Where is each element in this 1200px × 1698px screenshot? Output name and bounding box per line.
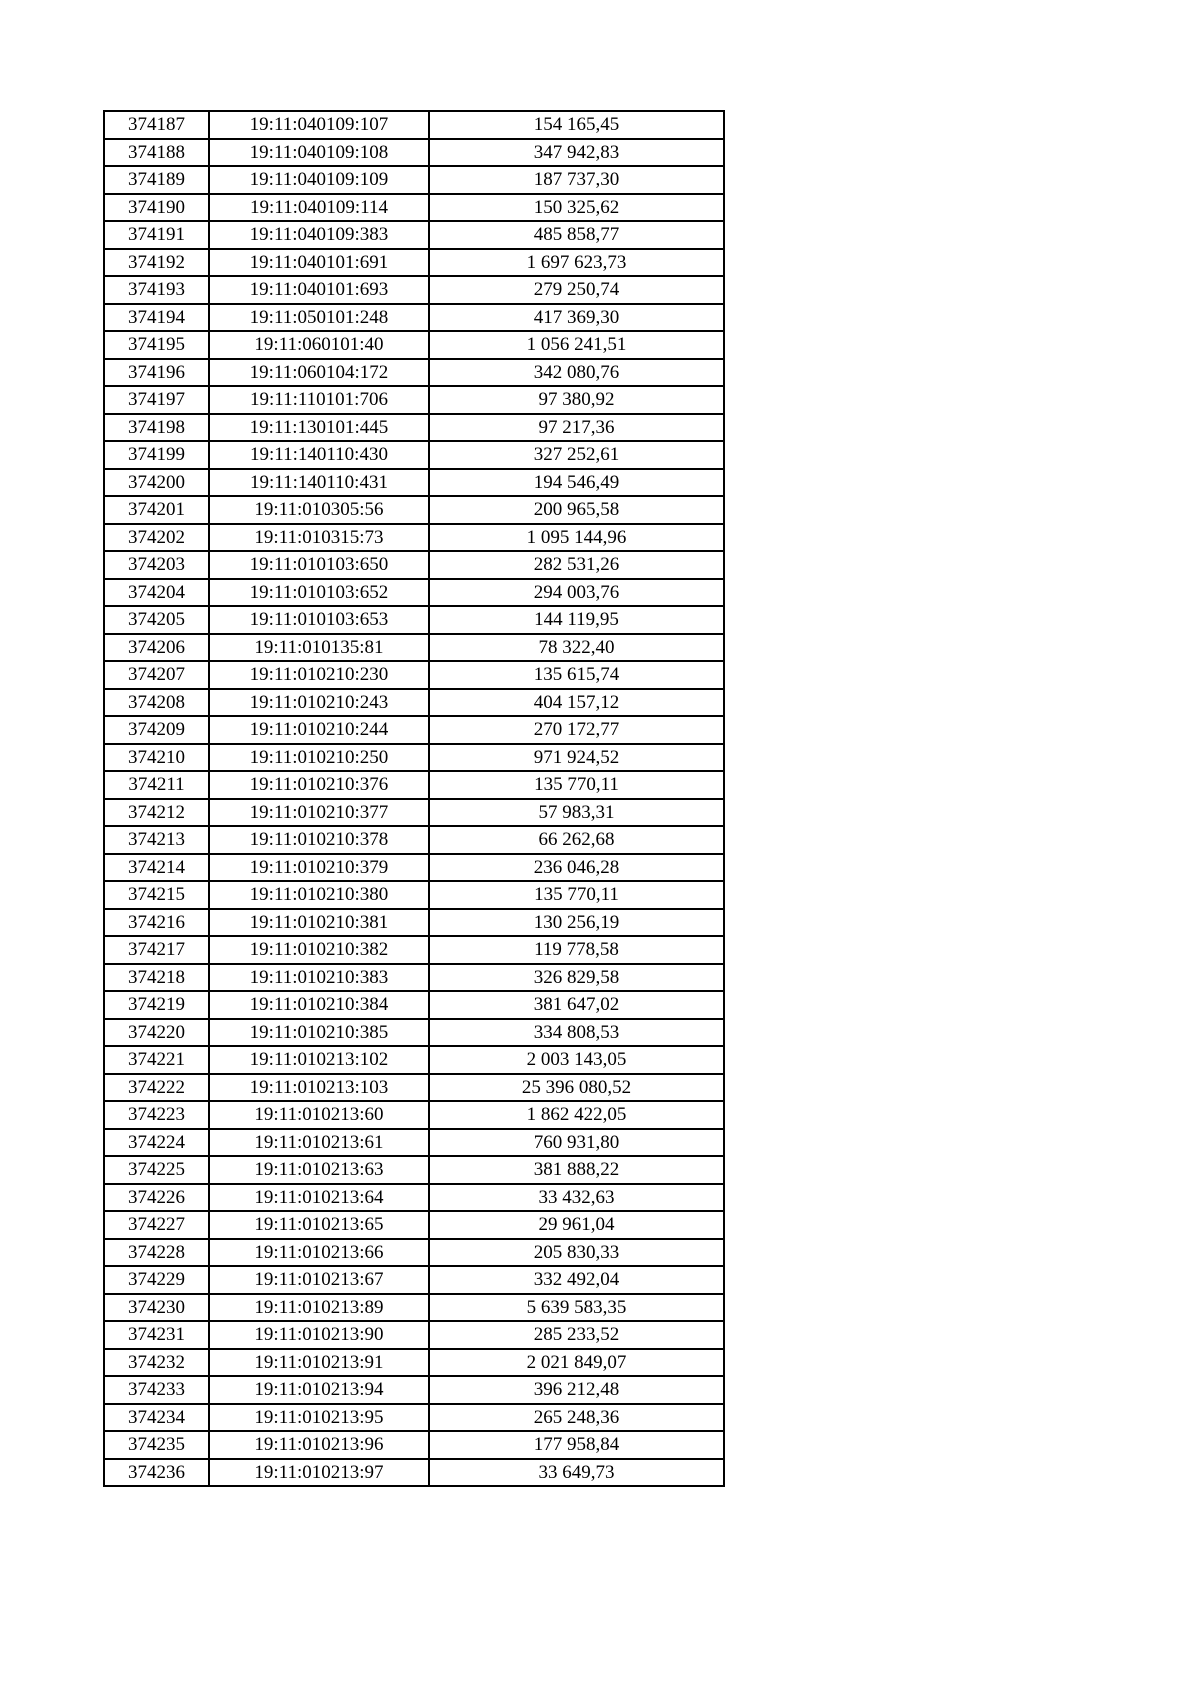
cadastral-value-cell: 279 250,74 [429,276,724,304]
row-number-cell: 374214 [104,854,209,882]
cadastral-number-cell: 19:11:010315:73 [209,524,429,552]
row-number-cell: 374231 [104,1321,209,1349]
table-row [104,716,724,744]
cadastral-value-cell: 332 492,04 [429,1266,724,1294]
table-body [104,111,724,1486]
row-number-cell: 374206 [104,634,209,662]
cadastral-number-cell: 19:11:060104:172 [209,359,429,387]
cadastral-value-cell: 187 737,30 [429,166,724,194]
cadastral-value-cell: 760 931,80 [429,1129,724,1157]
row-number-cell: 374200 [104,469,209,497]
row-number-cell: 374204 [104,579,209,607]
cadastral-number-cell: 19:11:010210:378 [209,826,429,854]
cadastral-number-cell: 19:11:140110:431 [209,469,429,497]
row-number-cell: 374235 [104,1431,209,1459]
table-row [104,579,724,607]
cadastral-value-cell: 1 095 144,96 [429,524,724,552]
row-number-cell: 374188 [104,139,209,167]
cadastral-number-cell: 19:11:010213:97 [209,1459,429,1487]
row-number-cell: 374227 [104,1211,209,1239]
cadastral-number-cell: 19:11:140110:430 [209,441,429,469]
table-row [104,1431,724,1459]
cadastral-value-cell: 177 958,84 [429,1431,724,1459]
cadastral-number-cell: 19:11:010213:64 [209,1184,429,1212]
cadastral-value-cell: 33 649,73 [429,1459,724,1487]
cadastral-number-cell: 19:11:010213:61 [209,1129,429,1157]
table-row [104,276,724,304]
cadastral-value-cell: 381 888,22 [429,1156,724,1184]
row-number-cell: 374228 [104,1239,209,1267]
table-row [104,1156,724,1184]
cadastral-value-cell: 97 380,92 [429,386,724,414]
row-number-cell: 374212 [104,799,209,827]
cadastral-value-cell: 334 808,53 [429,1019,724,1047]
cadastral-number-cell: 19:11:010210:381 [209,909,429,937]
table-row [104,139,724,167]
row-number-cell: 374208 [104,689,209,717]
cadastral-value-cell: 25 396 080,52 [429,1074,724,1102]
cadastral-value-cell: 205 830,33 [429,1239,724,1267]
cadastral-number-cell: 19:11:010103:652 [209,579,429,607]
row-number-cell: 374189 [104,166,209,194]
row-number-cell: 374194 [104,304,209,332]
row-number-cell: 374217 [104,936,209,964]
cadastral-number-cell: 19:11:010210:376 [209,771,429,799]
cadastral-value-cell: 97 217,36 [429,414,724,442]
row-number-cell: 374207 [104,661,209,689]
cadastral-value-cell: 381 647,02 [429,991,724,1019]
cadastral-number-cell: 19:11:010210:244 [209,716,429,744]
cadastral-value-cell: 66 262,68 [429,826,724,854]
table-row [104,964,724,992]
table-row [104,771,724,799]
row-number-cell: 374219 [104,991,209,1019]
row-number-cell: 374202 [104,524,209,552]
cadastral-number-cell: 19:11:010210:230 [209,661,429,689]
table-row [104,221,724,249]
table-row [104,1129,724,1157]
table-row [104,194,724,222]
cadastral-value-cell: 200 965,58 [429,496,724,524]
table-row [104,1404,724,1432]
table-row [104,936,724,964]
table-row [104,1101,724,1129]
cadastral-number-cell: 19:11:010210:250 [209,744,429,772]
cadastral-number-cell: 19:11:010210:383 [209,964,429,992]
row-number-cell: 374220 [104,1019,209,1047]
row-number-cell: 374203 [104,551,209,579]
table-row [104,386,724,414]
cadastral-value-cell: 285 233,52 [429,1321,724,1349]
table-row [104,799,724,827]
table-row [104,1376,724,1404]
row-number-cell: 374191 [104,221,209,249]
table-row [104,496,724,524]
table-row [104,524,724,552]
cadastral-number-cell: 19:11:040109:383 [209,221,429,249]
cadastral-number-cell: 19:11:010210:379 [209,854,429,882]
cadastral-number-cell: 19:11:040109:114 [209,194,429,222]
table-row [104,991,724,1019]
cadastral-number-cell: 19:11:010213:91 [209,1349,429,1377]
table-row [104,1349,724,1377]
row-number-cell: 374232 [104,1349,209,1377]
cadastral-number-cell: 19:11:010213:96 [209,1431,429,1459]
row-number-cell: 374221 [104,1046,209,1074]
table-row [104,249,724,277]
table-row [104,331,724,359]
table-row [104,1074,724,1102]
table-row [104,661,724,689]
row-number-cell: 374218 [104,964,209,992]
row-number-cell: 374192 [104,249,209,277]
cadastral-value-cell: 1 697 623,73 [429,249,724,277]
row-number-cell: 374201 [104,496,209,524]
cadastral-number-cell: 19:11:040109:107 [209,111,429,139]
row-number-cell: 374215 [104,881,209,909]
row-number-cell: 374230 [104,1294,209,1322]
cadastral-number-cell: 19:11:010210:385 [209,1019,429,1047]
row-number-cell: 374216 [104,909,209,937]
table-row [104,469,724,497]
cadastral-value-cell: 194 546,49 [429,469,724,497]
cadastral-value-cell: 1 862 422,05 [429,1101,724,1129]
row-number-cell: 374196 [104,359,209,387]
cadastral-value-cell: 236 046,28 [429,854,724,882]
table-row [104,689,724,717]
table-row [104,441,724,469]
cadastral-number-cell: 19:11:010213:67 [209,1266,429,1294]
cadastral-number-cell: 19:11:040101:693 [209,276,429,304]
table-row [104,744,724,772]
table-row [104,1459,724,1487]
cadastral-number-cell: 19:11:010103:653 [209,606,429,634]
cadastral-number-cell: 19:11:040109:108 [209,139,429,167]
row-number-cell: 374195 [104,331,209,359]
table-row [104,1046,724,1074]
table-row [104,1239,724,1267]
cadastral-number-cell: 19:11:110101:706 [209,386,429,414]
cadastral-value-cell: 327 252,61 [429,441,724,469]
cadastral-value-cell: 135 770,11 [429,771,724,799]
row-number-cell: 374209 [104,716,209,744]
cadastral-number-cell: 19:11:010213:103 [209,1074,429,1102]
row-number-cell: 374211 [104,771,209,799]
row-number-cell: 374226 [104,1184,209,1212]
table-row [104,826,724,854]
cadastral-number-cell: 19:11:010213:60 [209,1101,429,1129]
cadastral-value-cell: 150 325,62 [429,194,724,222]
cadastral-number-cell: 19:11:010213:89 [209,1294,429,1322]
row-number-cell: 374197 [104,386,209,414]
cadastral-number-cell: 19:11:010213:90 [209,1321,429,1349]
cadastral-number-cell: 19:11:010213:94 [209,1376,429,1404]
cadastral-value-cell: 144 119,95 [429,606,724,634]
cadastral-number-cell: 19:11:010210:384 [209,991,429,1019]
table-row [104,1321,724,1349]
table-row [104,551,724,579]
table-row [104,304,724,332]
cadastral-value-cell: 135 615,74 [429,661,724,689]
cadastral-number-cell: 19:11:040101:691 [209,249,429,277]
cadastral-number-cell: 19:11:010213:95 [209,1404,429,1432]
cadastral-value-cell: 396 212,48 [429,1376,724,1404]
cadastral-number-cell: 19:11:050101:248 [209,304,429,332]
cadastral-number-cell: 19:11:010213:66 [209,1239,429,1267]
cadastral-value-cell: 265 248,36 [429,1404,724,1432]
cadastral-value-cell: 971 924,52 [429,744,724,772]
cadastral-number-cell: 19:11:010135:81 [209,634,429,662]
table-row [104,881,724,909]
cadastral-value-cell: 294 003,76 [429,579,724,607]
cadastral-number-cell: 19:11:010210:382 [209,936,429,964]
table-row [104,854,724,882]
cadastral-value-cell: 347 942,83 [429,139,724,167]
row-number-cell: 374199 [104,441,209,469]
row-number-cell: 374190 [104,194,209,222]
cadastral-number-cell: 19:11:040109:109 [209,166,429,194]
cadastral-number-cell: 19:11:010210:380 [209,881,429,909]
row-number-cell: 374187 [104,111,209,139]
cadastral-number-cell: 19:11:010210:243 [209,689,429,717]
cadastral-number-cell: 19:11:130101:445 [209,414,429,442]
row-number-cell: 374229 [104,1266,209,1294]
cadastral-number-cell: 19:11:060101:40 [209,331,429,359]
table-row [104,634,724,662]
cadastral-value-cell: 2 021 849,07 [429,1349,724,1377]
row-number-cell: 374225 [104,1156,209,1184]
table-row [104,414,724,442]
cadastral-number-cell: 19:11:010213:65 [209,1211,429,1239]
row-number-cell: 374193 [104,276,209,304]
cadastral-value-cell: 1 056 241,51 [429,331,724,359]
cadastral-number-cell: 19:11:010210:377 [209,799,429,827]
cadastral-value-cell: 154 165,45 [429,111,724,139]
table-row [104,606,724,634]
row-number-cell: 374224 [104,1129,209,1157]
table-row [104,909,724,937]
cadastral-value-cell: 404 157,12 [429,689,724,717]
cadastral-value-cell: 78 322,40 [429,634,724,662]
table-row [104,1294,724,1322]
table-row [104,166,724,194]
cadastral-value-table [103,110,725,1487]
cadastral-value-cell: 135 770,11 [429,881,724,909]
cadastral-number-cell: 19:11:010213:102 [209,1046,429,1074]
row-number-cell: 374205 [104,606,209,634]
cadastral-value-cell: 326 829,58 [429,964,724,992]
cadastral-number-cell: 19:11:010103:650 [209,551,429,579]
row-number-cell: 374223 [104,1101,209,1129]
row-number-cell: 374222 [104,1074,209,1102]
cadastral-value-cell: 342 080,76 [429,359,724,387]
table-row [104,1266,724,1294]
table-row [104,111,724,139]
cadastral-value-cell: 485 858,77 [429,221,724,249]
table-row [104,1211,724,1239]
cadastral-value-cell: 282 531,26 [429,551,724,579]
cadastral-value-cell: 29 961,04 [429,1211,724,1239]
row-number-cell: 374234 [104,1404,209,1432]
cadastral-value-cell: 57 983,31 [429,799,724,827]
table-row [104,1184,724,1212]
cadastral-value-cell: 2 003 143,05 [429,1046,724,1074]
row-number-cell: 374210 [104,744,209,772]
table-row [104,359,724,387]
cadastral-value-cell: 119 778,58 [429,936,724,964]
cadastral-value-cell: 130 256,19 [429,909,724,937]
cadastral-number-cell: 19:11:010213:63 [209,1156,429,1184]
cadastral-number-cell: 19:11:010305:56 [209,496,429,524]
cadastral-value-cell: 270 172,77 [429,716,724,744]
row-number-cell: 374233 [104,1376,209,1404]
row-number-cell: 374236 [104,1459,209,1487]
row-number-cell: 374213 [104,826,209,854]
cadastral-value-cell: 5 639 583,35 [429,1294,724,1322]
row-number-cell: 374198 [104,414,209,442]
cadastral-value-cell: 417 369,30 [429,304,724,332]
cadastral-value-cell: 33 432,63 [429,1184,724,1212]
table-row [104,1019,724,1047]
